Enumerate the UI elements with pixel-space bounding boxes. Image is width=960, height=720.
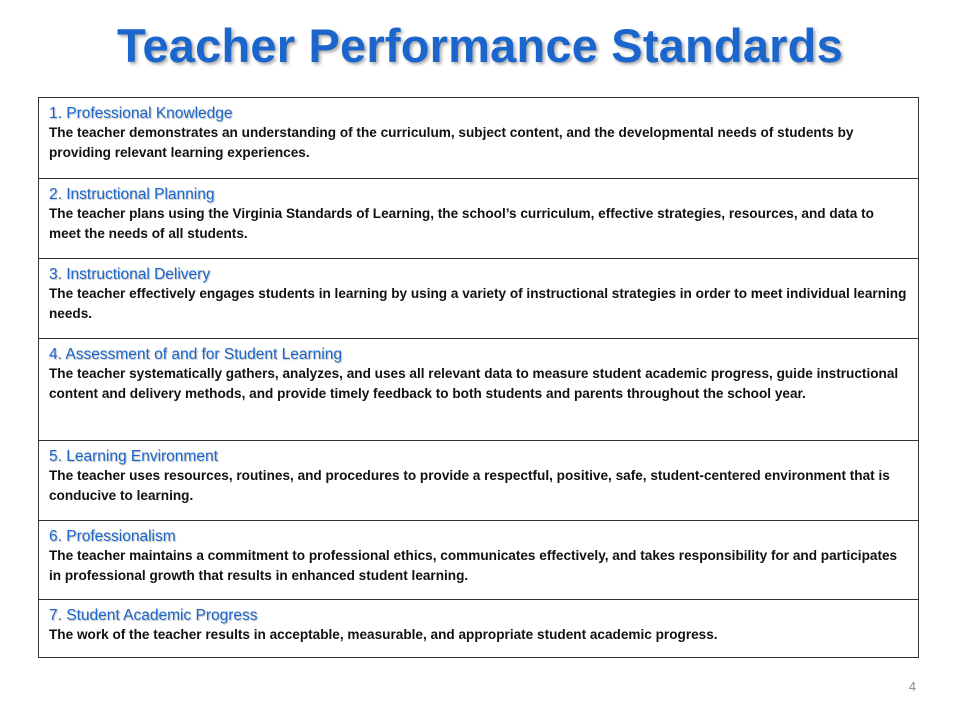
standard-description: The teacher systematically gathers, analyzes, and uses all relevant data to measure student academic progress, guide instructional content and delivery methods, and provide timely feedback to both students and parents throughout the school year. xyxy=(49,366,899,401)
standard-description: The teacher effectively engages students in learning by using a variety of instructional strategies in order to meet individual learning needs. xyxy=(49,286,907,321)
standard-description: The teacher demonstrates an understanding of the curriculum, subject content, and the developmental needs of students by providing relevant learning experiences. xyxy=(49,125,854,160)
standard-row-learning-environment xyxy=(39,441,918,521)
standard-description: The work of the teacher results in acceptable, measurable, and appropriate student academic progress. xyxy=(49,627,718,642)
standard-row-professional-knowledge xyxy=(39,98,918,179)
standard-heading: 2. Instructional Planning xyxy=(49,186,215,203)
standard-description: The teacher uses resources, routines, and procedures to provide a respectful, positive, safe, student-centered environment that is conducive to learning. xyxy=(49,468,890,503)
standard-heading: 3. Instructional Delivery xyxy=(49,266,211,283)
standard-row-instructional-planning xyxy=(39,179,918,259)
standard-row-professionalism xyxy=(39,521,918,600)
standard-heading: 4. Assessment of and for Student Learning xyxy=(49,346,342,363)
standard-heading: 1. Professional Knowledge xyxy=(49,105,233,122)
standard-description: The teacher plans using the Virginia Standards of Learning, the school’s curriculum, effective strategies, resources, and data to meet the needs of all students. xyxy=(49,206,874,241)
standard-row-instructional-delivery xyxy=(39,259,918,339)
standard-heading: 6. Professionalism xyxy=(49,528,176,545)
page-number: 4 xyxy=(908,679,916,694)
standard-heading: 7. Student Academic Progress xyxy=(49,607,258,624)
slide-title: Teacher Performance Standards xyxy=(117,19,843,72)
standard-row-assessment xyxy=(39,339,918,441)
standard-row-student-academic-progress xyxy=(39,600,918,657)
standard-heading: 5. Learning Environment xyxy=(49,448,218,465)
standard-description: The teacher maintains a commitment to professional ethics, communicates effectively, and takes responsibility for and participates in professional growth that results in enhanced student learning. xyxy=(49,548,898,583)
standards-table xyxy=(38,97,919,658)
